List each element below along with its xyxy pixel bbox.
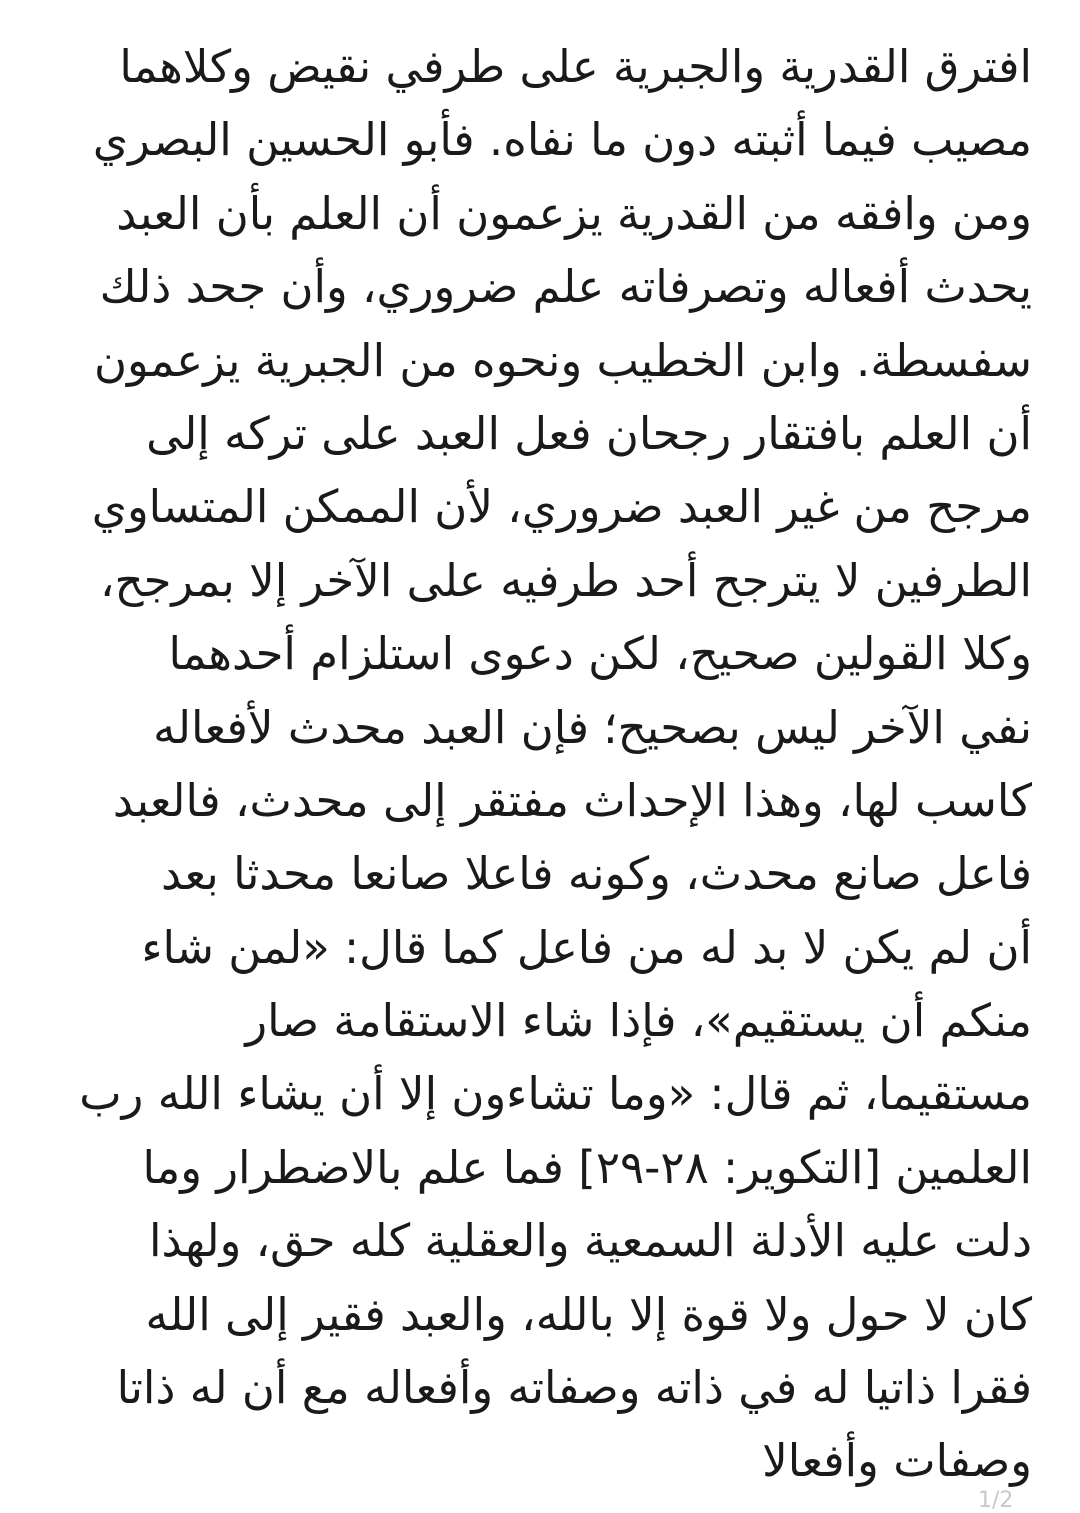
text-line: العلمين [التكوير: ٢٨-٢٩] فما علم بالاضطرار وما [142, 1140, 1032, 1194]
text-line: فاعل صانع محدث، وكونه فاعلا صانعا محدثا بعد [160, 847, 1032, 901]
text-line: مرجح من غير العبد ضروري، لأن الممكن المتساوي [91, 480, 1032, 534]
text-line: مصيب فيما أثبته دون ما نفاه. فأبو الحسين البصري [92, 113, 1032, 167]
arabic-text-block [42, 30, 1032, 1498]
text-line: الطرفين لا يترجح أحد طرفيه على الآخر إلا بمرجح، [100, 553, 1032, 607]
text-line: دلت عليه الأدلة السمعية والعقلية كله حق، ولهذا [149, 1214, 1032, 1268]
text-line: ومن وافقه من القدرية يزعمون أن العلم بأن العبد [116, 186, 1032, 240]
text-line: افترق القدرية والجبرية على طرفي نقيض وكلاهما [119, 40, 1032, 93]
text-line: سفسطة. وابن الخطيب ونحوه من الجبرية يزعمون [93, 333, 1032, 387]
text-line: فقرا ذاتيا له في ذاته وصفاته وأفعاله مع أن له ذاتا [116, 1361, 1032, 1415]
text-line: نفي الآخر ليس بصحيح؛ فإن العبد محدث لأفعاله [153, 700, 1032, 754]
text-line: مستقيما، ثم قال: «وما تشاءون إلا أن يشاء الله رب [79, 1067, 1032, 1121]
text-line: منكم أن يستقيم»، فإذا شاء الاستقامة صار [245, 994, 1032, 1048]
page-indicator: 1/2 [978, 1488, 1014, 1513]
text-line: وكلا القولين صحيح، لكن دعوى استلزام أحدهما [168, 627, 1032, 681]
text-line: وصفات وأفعالا [762, 1434, 1032, 1488]
text-line: يحدث أفعاله وتصرفاته علم ضروري، وأن جحد ذلك [99, 260, 1032, 314]
text-line: كاسب لها، وهذا الإحداث مفتقر إلى محدث، فالعبد [112, 773, 1032, 827]
text-line: أن العلم بافتقار رجحان فعل العبد على تركه إلى [146, 406, 1032, 460]
text-line: كان لا حول ولا قوة إلا بالله، والعبد فقير إلى الله [145, 1287, 1032, 1341]
text-line: أن لم يكن لا بد له من فاعل كما قال: «لمن شاء [141, 920, 1032, 974]
